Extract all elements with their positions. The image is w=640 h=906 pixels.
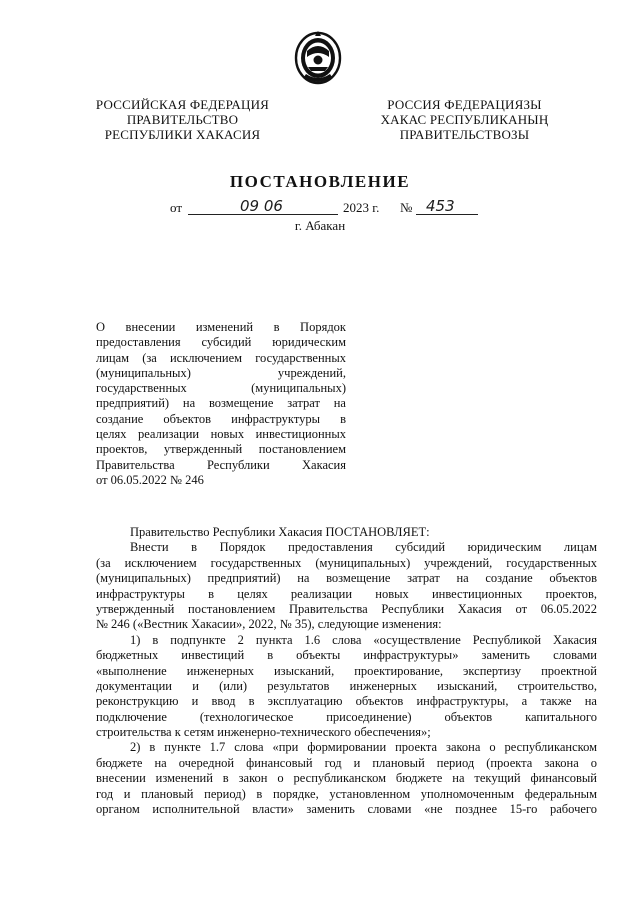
date-handwritten: 09 06	[240, 197, 283, 215]
body-line: утвержденный постановлением Правительства Республики Хакасия от 06.05.2022	[96, 601, 597, 616]
subject-line: предоставления субсидий юридическим	[96, 335, 346, 350]
body-line: органом исполнительной власти» заменить словами «не позднее 15-го рабочего	[96, 802, 597, 817]
city-label: г. Абакан	[294, 218, 346, 233]
subject-line: создание объектов инфраструктуры в	[96, 411, 346, 426]
header-left-line: РОССИЙСКАЯ ФЕДЕРАЦИЯ	[95, 97, 270, 112]
subject-block	[96, 320, 346, 488]
subject-line: лицам (за исключением государственных	[96, 350, 346, 365]
body-line: бюджете на очередной финансовый год и плановый период (проекта закона о	[96, 755, 597, 770]
body-line: № 246 («Вестник Хакасии», 2022, № 35), следующие изменения:	[96, 617, 442, 632]
number-handwritten: 453	[426, 197, 455, 215]
header-right-line: РОССИЯ ФЕДЕРАЦИЯЗЫ	[387, 97, 542, 112]
body-line: бюджетных инвестиций в объекты инфраструктуры» заменить словами	[96, 648, 597, 663]
year-label: 2023 г.	[343, 200, 380, 215]
subject-line: О внесении изменений в Порядок	[96, 320, 346, 334]
coat-of-arms-emblem	[293, 27, 343, 87]
body-line: подключение (технологическое присоединение) объектов капитального	[96, 709, 597, 724]
from-label: от	[170, 200, 183, 215]
document-title: ПОСТАНОВЛЕНИЕ	[229, 172, 411, 191]
body-line: Правительство Республики Хакасия ПОСТАНОВЛЯЕТ:	[130, 525, 430, 539]
number-label: №	[400, 200, 413, 215]
body-line: (за исключением государственных (муниципальных) учреждений, государственных	[96, 555, 597, 570]
body-line: год и плановый период) в порядке, установленном уполномоченным федеральным	[96, 786, 597, 801]
header-right-line: ПРАВИТЕЛЬСТВОЗЫ	[399, 127, 530, 142]
body-line: «выполнение инженерных изысканий, проектирование, экспертизу проектной	[96, 663, 597, 678]
header-right-block	[372, 97, 557, 142]
body-line: реконструкцию и ввод в эксплуатацию объектов инфраструктуры, а также на	[96, 694, 597, 709]
body-line: внесении изменений в закон о республиканском бюджете на текущий финансовый	[96, 771, 597, 786]
header-right-line: ХАКАС РЕСПУБЛИКАНЫҢ	[380, 112, 549, 127]
body-line: строительства к сетям инженерно-технического обеспечения»;	[96, 725, 431, 740]
header-left-line: РЕСПУБЛИКИ ХАКАСИЯ	[104, 127, 261, 142]
subject-line: государственных (муниципальных)	[96, 381, 346, 396]
subject-line: от 06.05.2022 № 246	[96, 472, 204, 487]
header-left-line: ПРАВИТЕЛЬСТВО	[126, 112, 239, 127]
body-line: инфраструктуры в целях реализации новых инвестиционных проектов,	[96, 586, 597, 601]
subject-line: проектов, утвержденный постановлением	[96, 442, 346, 457]
header-left-block	[90, 97, 275, 142]
body-line: (муниципальных) предприятий) на возмещение затрат на создание объектов	[96, 571, 597, 586]
subject-line: целях реализации новых инвестиционных	[96, 427, 346, 442]
body-line: 1) в подпункте 2 пункта 1.6 слова «осуществление Республикой Хакасия	[130, 632, 597, 647]
subject-line: предприятий) на возмещение затрат на	[96, 396, 346, 411]
subject-line: (муниципальных) учреждений,	[96, 365, 346, 380]
date-number-line	[0, 198, 640, 220]
body-line: 2) в пункте 1.7 слова «при формировании проекта закона о республиканском	[130, 740, 597, 755]
body-line: Внести в Порядок предоставления субсидий юридическим лицам	[130, 540, 597, 555]
subject-line: Правительства Республики Хакасия	[96, 457, 346, 472]
body-text	[96, 525, 597, 817]
body-line: документации и (или) результатов инженерных изысканий, строительство,	[96, 678, 597, 693]
